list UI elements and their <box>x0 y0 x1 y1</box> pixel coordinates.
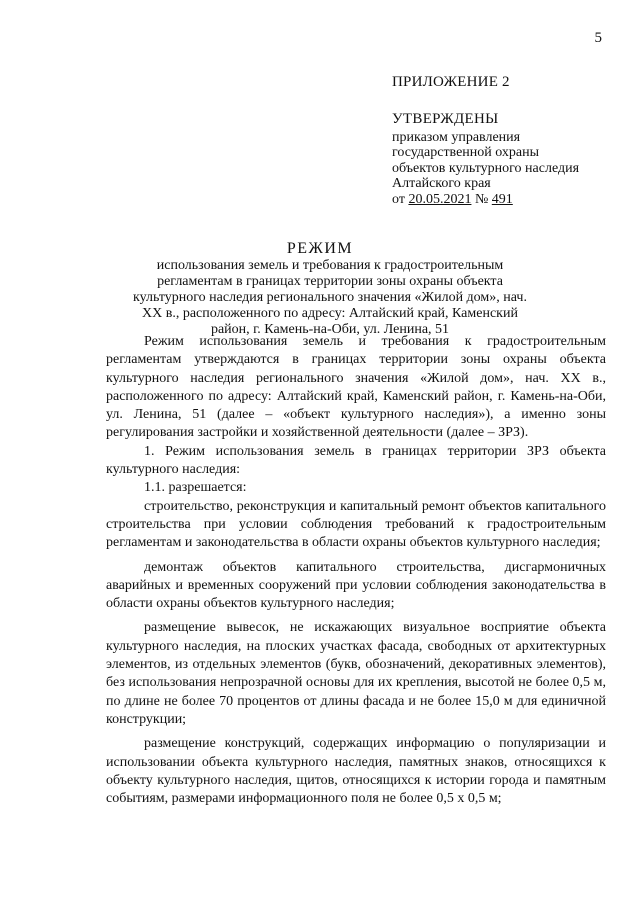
approval-number: 491 <box>491 191 513 207</box>
date-prefix: от <box>392 191 409 207</box>
document-body <box>106 333 606 808</box>
paragraph: 1. Режим использования земель в границах территории ЗРЗ объекта культурного наследия: <box>106 443 606 478</box>
approval-line: Алтайского края <box>392 176 491 191</box>
approval-line: приказом управления <box>392 129 521 145</box>
paragraph: строительство, реконструкция и капитальный ремонт объектов капитального строительства при условии соблюдения требований к градостроительным регламентам и законодательства в области охраны объектов культурного наследия; <box>106 498 606 551</box>
approval-block <box>392 112 579 207</box>
paragraph: демонтаж объектов капитального строительства, дисгармоничных аварийных и временных сооружений при условии соблюдения законодательства в области охраны объектов культурного наследия; <box>106 559 606 612</box>
approval-heading: УТВЕРЖДЕНЫ <box>392 111 499 127</box>
document-subtitle: использования земель и требования к градостроительным регламентам в границах территории зоны охраны объекта культурного наследия регионального значения «Жилой дом», нач. XX в., расположенного по адресу: Алтайский край, Каменский район, г. Камень-на-Оби, ул. Ленина, 51 <box>133 258 527 337</box>
document-title: РЕЖИМ <box>286 240 354 257</box>
number-prefix: № <box>471 191 492 207</box>
paragraph: размещение конструкций, содержащих информацию о популяризации и использовании объекта культурного наследия, памятных знаков, относящихся к объекту культурного наследия, щитов, относящихся к истории города и памятным событиям, размерами информационного поля не более 0,5 х 0,5 м; <box>106 736 606 807</box>
page-number: 5 <box>594 30 602 46</box>
paragraph: Режим использования земель и требования к градостроительным регламентам утверждаются в границах территории зоны охраны объекта культурного наследия регионального значения «Жилой дом», нач. XX в., расположенного по адресу: Алтайский край, Каменский район, г. Камень-на-Оби, ул. Ленина, 51 (далее – «объект культурного наследия»), а именно зоны регулирования застройки и хозяйственной деятельности (далее – ЗРЗ). <box>106 334 606 441</box>
approval-line: государственной охраны <box>392 145 540 160</box>
paragraph: размещение вывесок, не искажающих визуальное восприятие объекта культурного наследия, на плоских участках фасада, свободных от архитектурных элементов, из отдельных элементов (букв, обозначений, декоративных элементов), без использования непрозрачной основы для их крепления, высотой не более 0,5 м, по длине не более 70 процентов от длины фасада и не более 15,0 м для единичной конструкции; <box>106 620 606 727</box>
paragraph: 1.1. разрешается: <box>144 480 247 496</box>
approval-date: 20.05.2021 <box>408 191 472 207</box>
approval-line: объектов культурного наследия <box>392 160 580 176</box>
approval-date-line <box>392 192 579 208</box>
appendix-label: ПРИЛОЖЕНИЕ 2 <box>392 74 510 90</box>
